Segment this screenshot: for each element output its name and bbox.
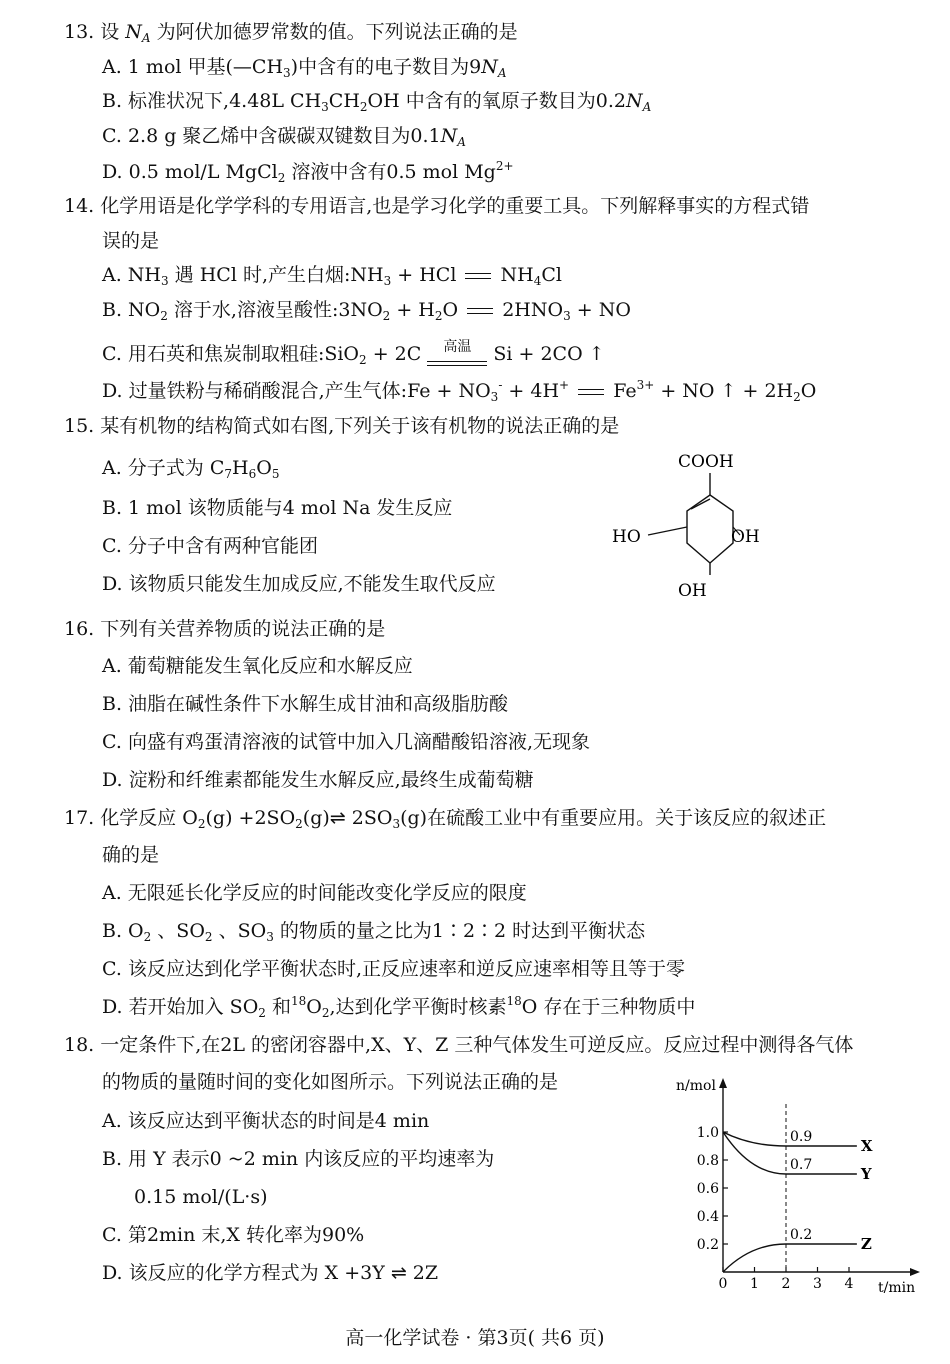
q18-stem-line2: 的物质的量随时间的变化如图所示。下列说法正确的是 xyxy=(102,1071,559,1093)
amount-time-chart xyxy=(668,1072,930,1302)
series-z-name-label: Z xyxy=(860,1235,872,1253)
q18-option-c: C. 第2min 末,X 转化率为90% xyxy=(102,1224,365,1246)
oh-right-label: OH xyxy=(731,527,760,547)
q13-option-c: C. 2.8 g 聚乙烯中含碳碳双键数目为$0.1N_A$ xyxy=(102,125,466,149)
x-tick-label: 0 xyxy=(718,1276,728,1292)
q17-option-a: A. 无限延长化学反应的时间能改变化学反应的限度 xyxy=(102,882,527,904)
x-tick-label: 2 xyxy=(781,1276,791,1292)
cooh-label: COOH xyxy=(678,452,734,472)
q17-stem-line2: 确的是 xyxy=(102,844,160,866)
y-axis-label: n/mol xyxy=(676,1078,716,1094)
ho-left-label: HO xyxy=(612,527,641,547)
q18-stem-line1: 18. 一定条件下,在2L 的密闭容器中,X、Y、Z 三种气体发生可逆反应。反应过程中测得各气体 xyxy=(64,1034,854,1056)
q18-option-a: A. 该反应达到平衡状态的时间是4 min xyxy=(102,1110,430,1132)
x-tick-label: 3 xyxy=(813,1276,822,1292)
x-tick-label: 1 xyxy=(750,1276,759,1292)
x-tick-label: 4 xyxy=(844,1276,854,1292)
q17-option-b: B. $O_2$ 、$SO_2$ 、$SO_3$ 的物质的量之比为1∶2∶2 时达到平衡状态 xyxy=(102,920,646,944)
q13-option-a: A. 1 mol 甲基$(—CH_3)$中含有的电子数目为$9N_A$ xyxy=(102,56,507,80)
y-tick-label: 1.0 xyxy=(696,1125,719,1141)
q14-stem-line1: 14. 化学用语是化学学科的专用语言,也是学习化学的重要工具。下列解释事实的方程式错 xyxy=(64,195,810,217)
q18-option-b-line1: B. 用 Y 表示0 ~2 min 内该反应的平均速率为 xyxy=(102,1148,495,1170)
q14-option-d: D. 过量铁粉与稀硝酸混合,产生气体:Fe + $NO_3^- + 4H^+$ $Fe^{3+}$ + NO ↑ + $2H_2O$ xyxy=(102,378,817,404)
q15-stem: 15. 某有机物的结构简式如右图,下列关于该有机物的说法正确的是 xyxy=(64,415,620,437)
page-footer: 高一化学试卷 · 第3页( 共6 页) xyxy=(345,1327,605,1349)
q17-option-d: D. 若开始加入 $SO_2$ 和$^{18}O_2$,达到化学平衡时核素$^{18}$O 存在于三种物质中 xyxy=(102,994,696,1020)
y-tick-label: 0.4 xyxy=(696,1209,719,1225)
series-z-value-label: 0.2 xyxy=(790,1227,813,1243)
q14-option-c: C. 用石英和焦炭制取粗硅:SiO$_2$ + 2C 高温 Si + 2CO ↑ xyxy=(102,339,605,367)
q15-option-b: B. 1 mol 该物质能与4 mol Na 发生反应 xyxy=(102,497,453,519)
y-tick-label: 0.2 xyxy=(696,1237,719,1253)
q14-option-b: B. $NO_2$ 溶于水,溶液呈酸性$:3NO_2 + H_2O$ $2HNO_3$ + NO xyxy=(102,299,631,323)
series-z-line xyxy=(723,1244,857,1272)
q16-option-b: B. 油脂在碱性条件下水解生成甘油和高级脂肪酸 xyxy=(102,693,509,715)
q15-option-c: C. 分子中含有两种官能团 xyxy=(102,535,318,557)
q16-option-c: C. 向盛有鸡蛋清溶液的试管中加入几滴醋酸铅溶液,无现象 xyxy=(102,731,590,753)
q17-option-c: C. 该反应达到化学平衡状态时,正反应速率和逆反应速率相等且等于零 xyxy=(102,958,685,980)
q14-option-a: A. $NH_3$ 遇 HCl 时,产生白烟$:NH_3$ + HCl $NH_4Cl$ xyxy=(102,264,562,288)
q13-option-d: D. 0.5 mol/L MgCl$_2$ 溶液中含有0.5 mol $Mg^{2+}$ xyxy=(102,159,514,185)
q13-stem: 13. 设 $N_A$ 为阿伏加德罗常数的值。下列说法正确的是 xyxy=(64,21,518,45)
q15-structure-diagram xyxy=(600,445,780,605)
x-axis-label: t/min xyxy=(878,1280,916,1296)
reaction-condition: 高温 xyxy=(427,351,487,366)
q16-stem: 16. 下列有关营养物质的说法正确的是 xyxy=(64,618,386,640)
series-x-name-label: X xyxy=(860,1137,873,1155)
q18-option-b-line2: 0.15 mol/(L·s) xyxy=(134,1186,268,1208)
y-axis-arrow xyxy=(719,1078,727,1088)
series-y-value-label: 0.7 xyxy=(790,1157,813,1173)
q15-option-d: D. 该物质只能发生加成反应,不能发生取代反应 xyxy=(102,573,496,595)
q16-option-d: D. 淀粉和纤维素都能发生水解反应,最终生成葡萄糖 xyxy=(102,769,534,791)
q14-stem-line2: 误的是 xyxy=(102,230,160,252)
q18-option-d: D. 该反应的化学方程式为 X +3Y ⇌ 2Z xyxy=(102,1262,439,1284)
y-tick-label: 0.6 xyxy=(696,1181,719,1197)
y-tick-label: 0.8 xyxy=(696,1153,719,1169)
oh-bottom-label: OH xyxy=(678,581,707,601)
series-y-name-label: Y xyxy=(860,1165,872,1183)
q16-option-a: A. 葡萄糖能发生氧化反应和水解反应 xyxy=(102,655,413,677)
q15-option-a: A. 分子式为 $C_7H_6O_5$ xyxy=(102,457,280,481)
x-axis-arrow xyxy=(910,1268,920,1276)
series-x-value-label: 0.9 xyxy=(790,1129,813,1145)
q13-option-b: B. 标准状况下,4.48L $CH_3CH_2OH$ 中含有的氧原子数目为$0.2N_A$ xyxy=(102,90,652,114)
q17-stem-line1: 17. 化学反应 $O_2(g)$ $+2SO_2(g)\rightleftharpoons$ $2SO_3(g)$在硫酸工业中有重要应用。关于该反应的叙述正 xyxy=(64,807,827,831)
